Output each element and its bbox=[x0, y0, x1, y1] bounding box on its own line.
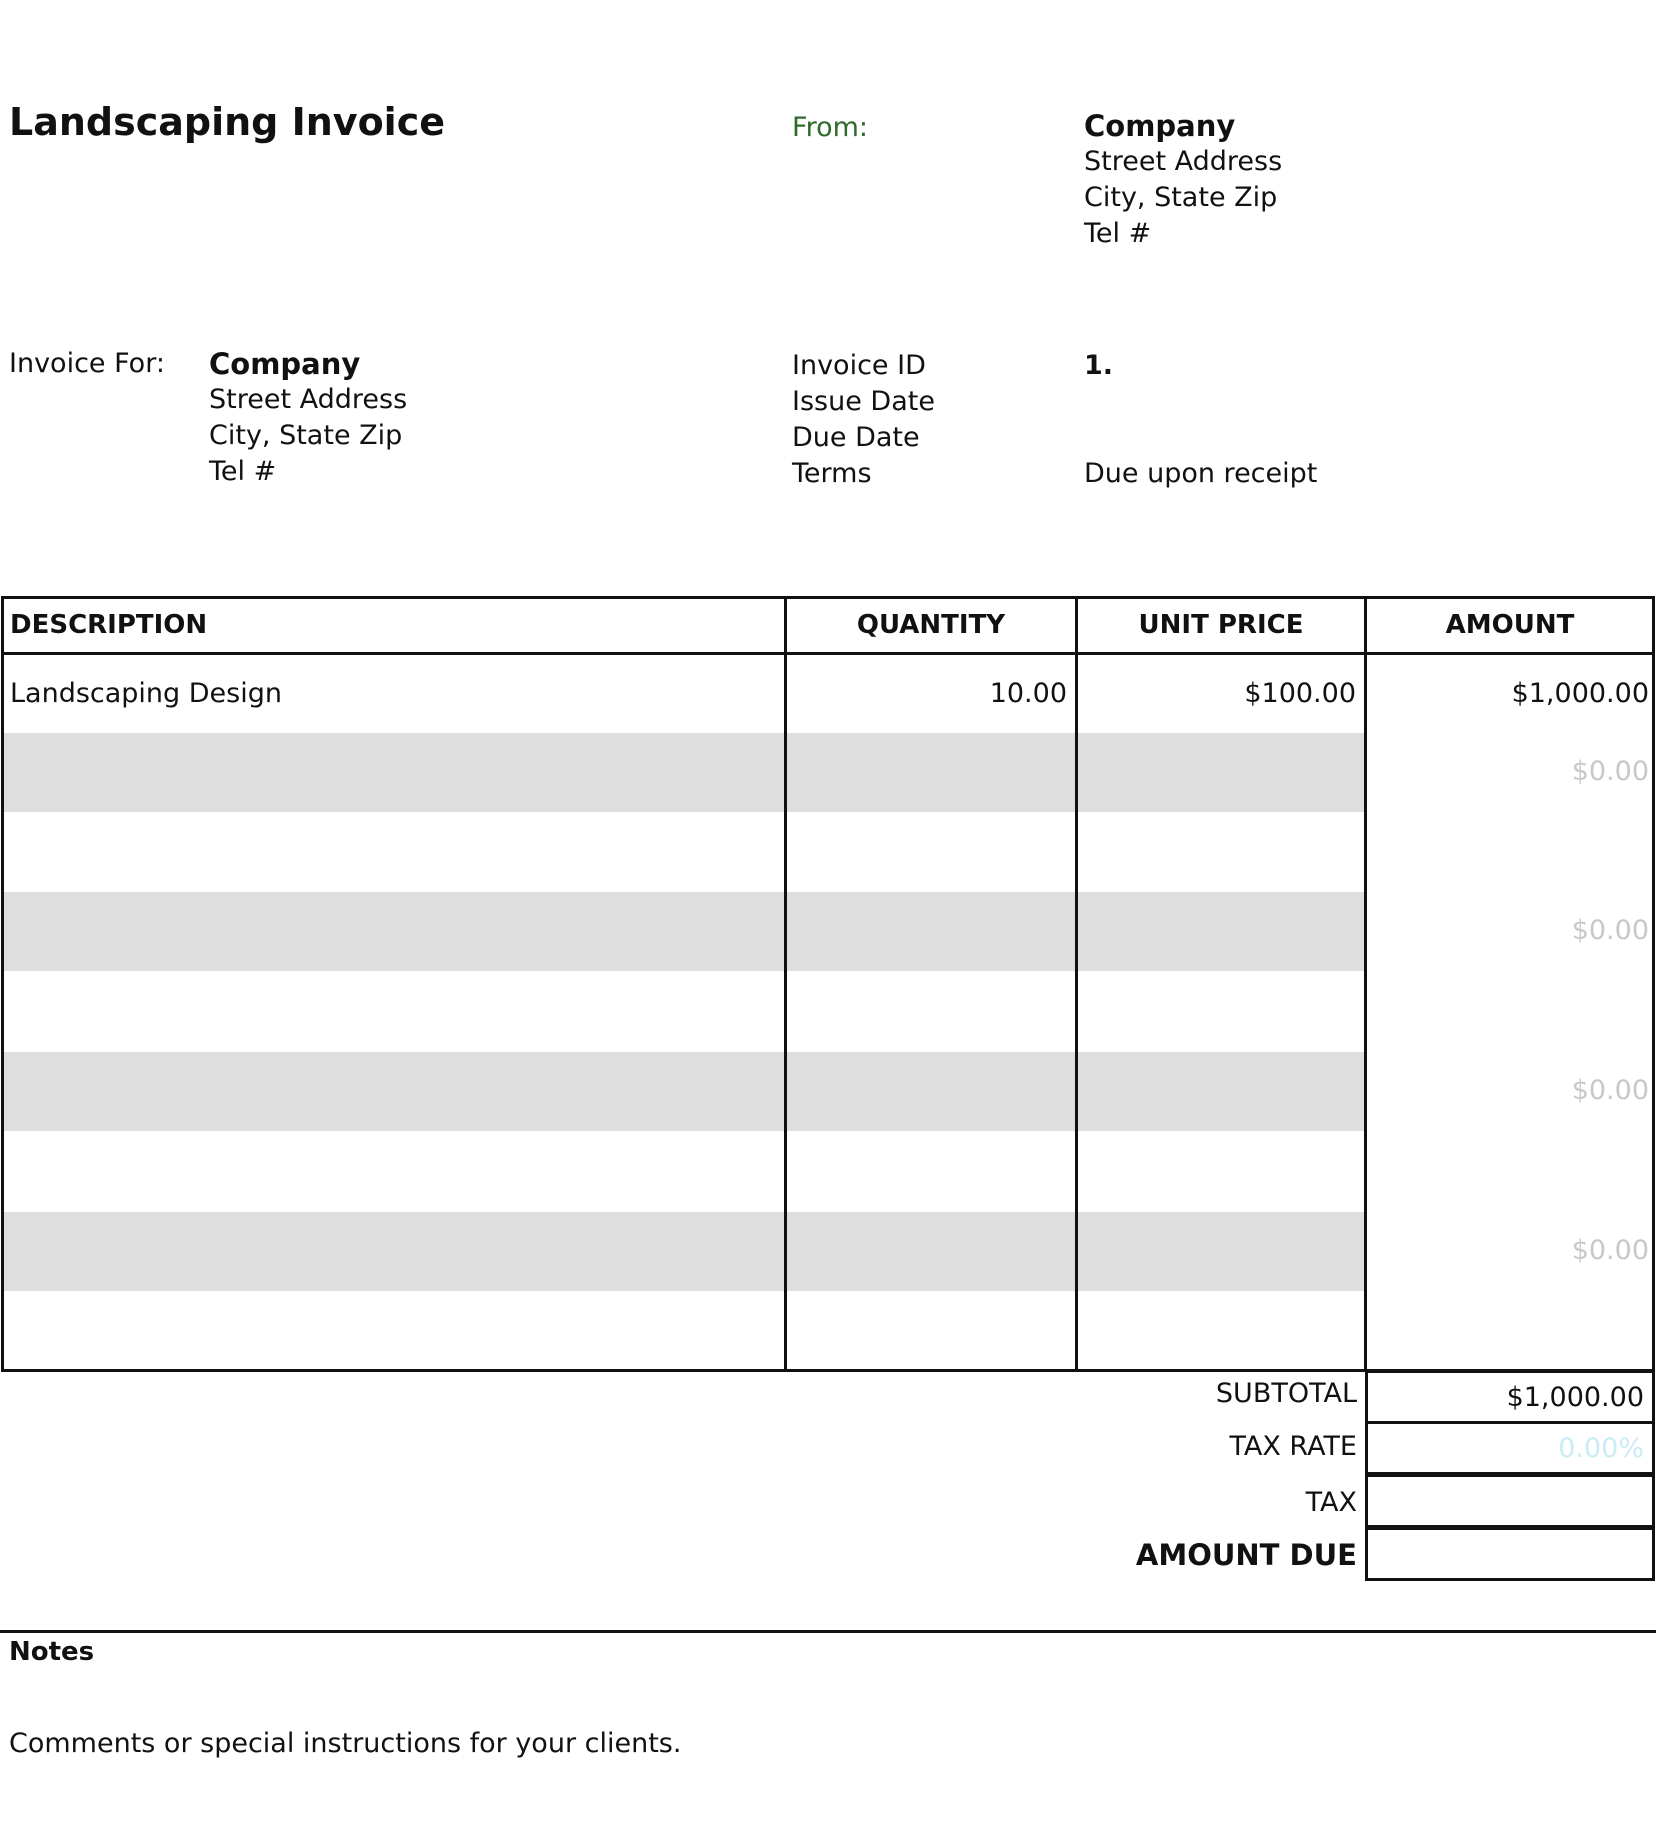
cell-quantity[interactable] bbox=[787, 1292, 1075, 1371]
cell-description[interactable] bbox=[4, 892, 784, 971]
table-row bbox=[4, 972, 1654, 1051]
cell-text-amount: $0.00 bbox=[1571, 915, 1649, 946]
table-row bbox=[4, 812, 1654, 891]
amount-due-label: AMOUNT DUE bbox=[1135, 1538, 1357, 1572]
cell-amount[interactable] bbox=[1367, 892, 1655, 971]
cell-amount[interactable] bbox=[1367, 972, 1655, 1051]
cell-unit-price[interactable] bbox=[1078, 1132, 1364, 1211]
cell-quantity[interactable] bbox=[787, 733, 1075, 812]
from-address-block bbox=[1084, 108, 1282, 252]
cell-description[interactable] bbox=[4, 1292, 784, 1371]
from-street: Street Address bbox=[1084, 146, 1283, 177]
cell-unit-price[interactable] bbox=[1078, 812, 1364, 891]
table-row bbox=[4, 1052, 1654, 1131]
terms-label: Terms bbox=[792, 458, 872, 489]
invoice-meta-values bbox=[1084, 348, 1317, 492]
cell-amount[interactable] bbox=[1367, 1292, 1655, 1371]
cell-amount[interactable] bbox=[1367, 1132, 1655, 1211]
cell-text-amount: $0.00 bbox=[1571, 1235, 1649, 1266]
cell-amount[interactable] bbox=[1367, 1052, 1655, 1131]
notes-title: Notes bbox=[9, 1637, 95, 1667]
invoice-id-value[interactable]: 1. bbox=[1084, 350, 1114, 381]
cell-text-quantity: 10.00 bbox=[989, 678, 1067, 709]
from-label: From: bbox=[792, 112, 868, 143]
cell-description[interactable] bbox=[4, 655, 784, 734]
table-row bbox=[4, 892, 1654, 971]
subtotal-box bbox=[1365, 1370, 1655, 1424]
cell-quantity[interactable] bbox=[787, 972, 1075, 1051]
notes-divider bbox=[0, 1630, 1656, 1633]
table-row bbox=[4, 1212, 1654, 1291]
invoice-title: Landscaping Invoice bbox=[9, 100, 445, 144]
cell-unit-price[interactable] bbox=[1078, 1212, 1364, 1291]
cell-quantity[interactable] bbox=[787, 1212, 1075, 1291]
cell-unit-price[interactable] bbox=[1078, 972, 1364, 1051]
for-tel: Tel # bbox=[209, 456, 277, 487]
header-unit-price: UNIT PRICE bbox=[1138, 610, 1304, 640]
cell-text-amount: $1,000.00 bbox=[1511, 678, 1649, 709]
cell-amount[interactable] bbox=[1367, 812, 1655, 891]
table-row bbox=[4, 1132, 1654, 1211]
issue-date-label: Issue Date bbox=[792, 386, 935, 417]
for-company: Company bbox=[209, 347, 361, 381]
tax-rate-value[interactable]: 0.00% bbox=[1558, 1433, 1644, 1464]
line-items-table bbox=[1, 596, 1655, 1372]
column-divider bbox=[784, 599, 787, 1369]
cell-description[interactable] bbox=[4, 733, 784, 812]
table-header bbox=[4, 599, 1652, 655]
column-divider bbox=[1364, 599, 1367, 1369]
for-city: City, State Zip bbox=[209, 420, 403, 451]
subtotal-label: SUBTOTAL bbox=[1215, 1378, 1357, 1409]
cell-text-unit-price: $100.00 bbox=[1244, 678, 1356, 709]
cell-description[interactable] bbox=[4, 1212, 784, 1291]
terms-value[interactable]: Due upon receipt bbox=[1084, 458, 1318, 489]
cell-text-amount: $0.00 bbox=[1571, 756, 1649, 787]
header-quantity: QUANTITY bbox=[856, 610, 1006, 640]
column-divider bbox=[1075, 599, 1078, 1369]
from-city: City, State Zip bbox=[1084, 182, 1278, 213]
invoice-for-label: Invoice For: bbox=[9, 348, 165, 379]
cell-description[interactable] bbox=[4, 812, 784, 891]
subtotal-value: $1,000.00 bbox=[1506, 1382, 1644, 1413]
cell-unit-price[interactable] bbox=[1078, 733, 1364, 812]
amount-due-box bbox=[1365, 1527, 1655, 1581]
cell-unit-price[interactable] bbox=[1078, 1292, 1364, 1371]
cell-description[interactable] bbox=[4, 972, 784, 1051]
cell-description[interactable] bbox=[4, 1132, 784, 1211]
cell-unit-price[interactable] bbox=[1078, 655, 1364, 734]
cell-description[interactable] bbox=[4, 1052, 784, 1131]
table-row bbox=[4, 1292, 1654, 1371]
table-row bbox=[4, 733, 1654, 812]
tax-rate-label: TAX RATE bbox=[1229, 1431, 1357, 1462]
cell-amount[interactable] bbox=[1367, 1212, 1655, 1291]
cell-quantity[interactable] bbox=[787, 812, 1075, 891]
for-street: Street Address bbox=[209, 384, 408, 415]
due-date-label: Due Date bbox=[792, 422, 920, 453]
cell-quantity[interactable] bbox=[787, 655, 1075, 734]
cell-amount[interactable] bbox=[1367, 733, 1655, 812]
cell-text-amount: $0.00 bbox=[1571, 1075, 1649, 1106]
cell-quantity[interactable] bbox=[787, 1052, 1075, 1131]
notes-text[interactable]: Comments or special instructions for your clients. bbox=[9, 1728, 682, 1759]
tax-box bbox=[1365, 1474, 1655, 1528]
cell-unit-price[interactable] bbox=[1078, 1052, 1364, 1131]
header-description: DESCRIPTION bbox=[10, 610, 208, 640]
from-company: Company bbox=[1084, 109, 1236, 143]
tax-label: TAX bbox=[1305, 1487, 1357, 1518]
tax-rate-box[interactable] bbox=[1365, 1421, 1655, 1475]
invoice-meta-labels bbox=[792, 348, 935, 492]
from-tel: Tel # bbox=[1084, 218, 1152, 249]
cell-amount[interactable] bbox=[1367, 655, 1655, 734]
cell-text-description: Landscaping Design bbox=[10, 678, 282, 709]
invoice-for-address-block bbox=[209, 346, 407, 490]
due-date-value[interactable] bbox=[1084, 420, 1317, 456]
cell-quantity[interactable] bbox=[787, 1132, 1075, 1211]
issue-date-value[interactable] bbox=[1084, 384, 1317, 420]
invoice-id-label: Invoice ID bbox=[792, 350, 926, 381]
cell-unit-price[interactable] bbox=[1078, 892, 1364, 971]
table-row bbox=[4, 655, 1654, 734]
header-amount: AMOUNT bbox=[1445, 610, 1575, 640]
cell-quantity[interactable] bbox=[787, 892, 1075, 971]
